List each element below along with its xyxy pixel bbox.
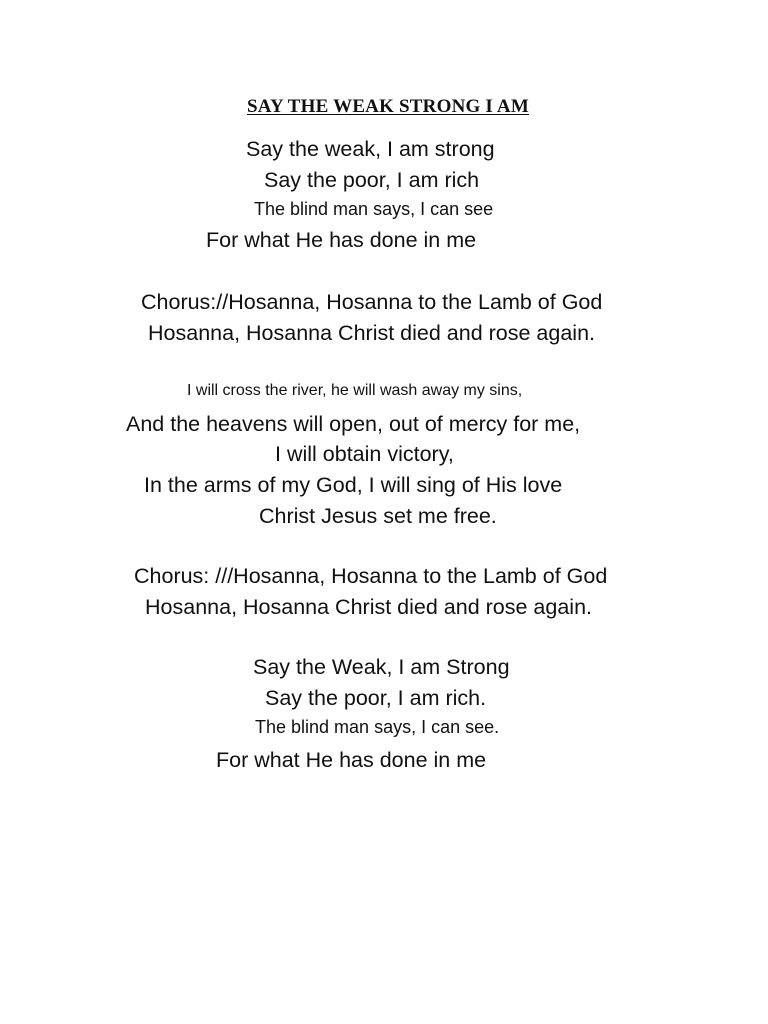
lyric-line: The blind man says, I can see xyxy=(254,199,494,219)
chorus-line: Chorus: ///Hosanna, Hosanna to the Lamb of God xyxy=(134,564,608,588)
lyric-line: In the arms of my God, I will sing of His love xyxy=(144,473,563,497)
lyric-line: Say the Weak, I am Strong xyxy=(253,655,510,679)
chorus-line: Hosanna, Hosanna Christ died and rose again. xyxy=(148,321,596,345)
lyric-line: Say the weak, I am strong xyxy=(246,137,495,161)
lyric-line: The blind man says, I can see. xyxy=(255,717,500,737)
lyric-line: Say the poor, I am rich. xyxy=(265,686,487,710)
lyric-line: I will cross the river, he will wash away my sins, xyxy=(187,382,523,399)
lyric-line: And the heavens will open, out of mercy for me, xyxy=(126,412,581,436)
chorus-line: Chorus://Hosanna, Hosanna to the Lamb of God xyxy=(141,290,603,314)
lyric-line: Christ Jesus set me free. xyxy=(259,504,497,528)
lyric-line: I will obtain victory, xyxy=(275,442,454,466)
lyric-line: For what He has done in me xyxy=(206,228,477,252)
lyric-line: For what He has done in me xyxy=(216,748,487,772)
chorus-line: Hosanna, Hosanna Christ died and rose again. xyxy=(145,595,593,619)
lyric-line: Say the poor, I am rich xyxy=(264,168,480,192)
song-title: SAY THE WEAK STRONG I AM xyxy=(247,96,529,117)
